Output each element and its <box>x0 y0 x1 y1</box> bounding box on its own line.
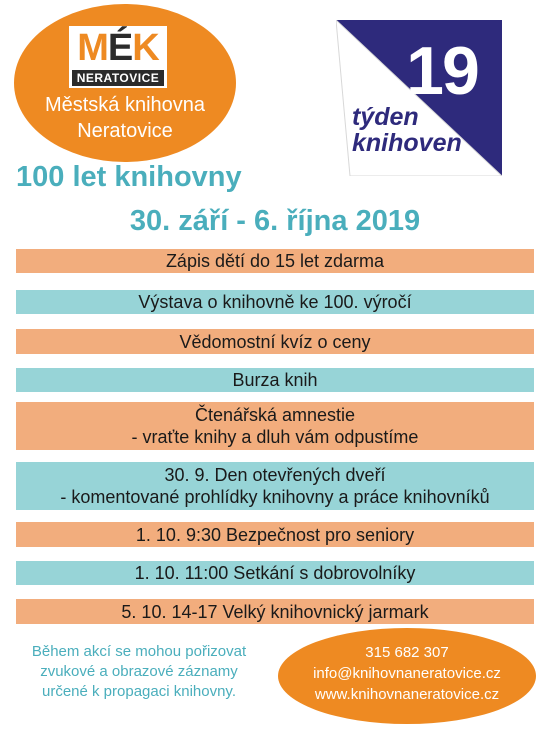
event-bar <box>16 368 534 392</box>
event-text: Zápis dětí do 15 let zdarma <box>165 251 385 271</box>
contact-phone: 315 682 307 <box>365 644 449 661</box>
library-name <box>30 92 220 144</box>
recording-note-line3: určené k propagaci knihovny. <box>41 683 236 700</box>
event-bar <box>16 522 534 547</box>
event-bar <box>16 462 534 510</box>
event-bar <box>16 249 534 273</box>
mek-letter-m: M <box>77 27 108 69</box>
event-text: 1. 10. 11:00 Setkání s dobrovolníky <box>134 563 416 583</box>
contact-web: www.knihovnaneratovice.cz <box>314 686 500 703</box>
library-name-line2: Neratovice <box>77 120 173 142</box>
event-text: - vraťte knihy a dluh vám odpustíme <box>131 427 419 447</box>
week-badge-line2: knihoven <box>352 129 462 157</box>
event-text: 5. 10. 14-17 Velký knihovnický jarmark <box>121 601 429 622</box>
recording-note <box>14 642 264 702</box>
event-text: 1. 10. 9:30 Bezpečnost pro seniory <box>135 524 415 545</box>
mek-logo <box>69 26 167 88</box>
event-text: Čtenářská amnestie <box>194 405 356 425</box>
event-text: 30. 9. Den otevřených dveří <box>164 465 386 485</box>
event-bar <box>16 329 534 354</box>
event-bar <box>16 599 534 624</box>
event-text: - komentované prohlídky knihovny a práce knihovníků <box>60 487 490 507</box>
week-badge-line1: týden <box>352 103 419 131</box>
week-badge-number: 19 <box>406 33 478 109</box>
event-text: Burza knih <box>232 370 318 390</box>
event-dates: 30. září - 6. října 2019 <box>129 205 421 237</box>
event-bar <box>16 561 534 585</box>
contact-info <box>278 642 536 705</box>
mek-letter-k: K <box>132 27 159 69</box>
headline: 100 let knihovny <box>16 161 242 193</box>
event-text: Vědomostní kvíz o ceny <box>179 331 371 352</box>
event-text: Výstava o knihovně ke 100. výročí <box>138 292 412 312</box>
mek-letters <box>69 28 167 68</box>
recording-note-line1: Během akcí se mohou pořizovat <box>31 643 247 660</box>
contact-email: info@knihovnaneratovice.cz <box>313 665 501 682</box>
week-badge-text <box>352 104 502 156</box>
event-bar <box>16 290 534 314</box>
mek-letter-e: É <box>107 27 133 69</box>
recording-note-line2: zvukové a obrazové záznamy <box>40 663 238 680</box>
event-bar <box>16 402 534 450</box>
mek-logo-subtitle: NERATOVICE <box>72 70 164 86</box>
library-name-line1: Městská knihovna <box>44 94 206 116</box>
